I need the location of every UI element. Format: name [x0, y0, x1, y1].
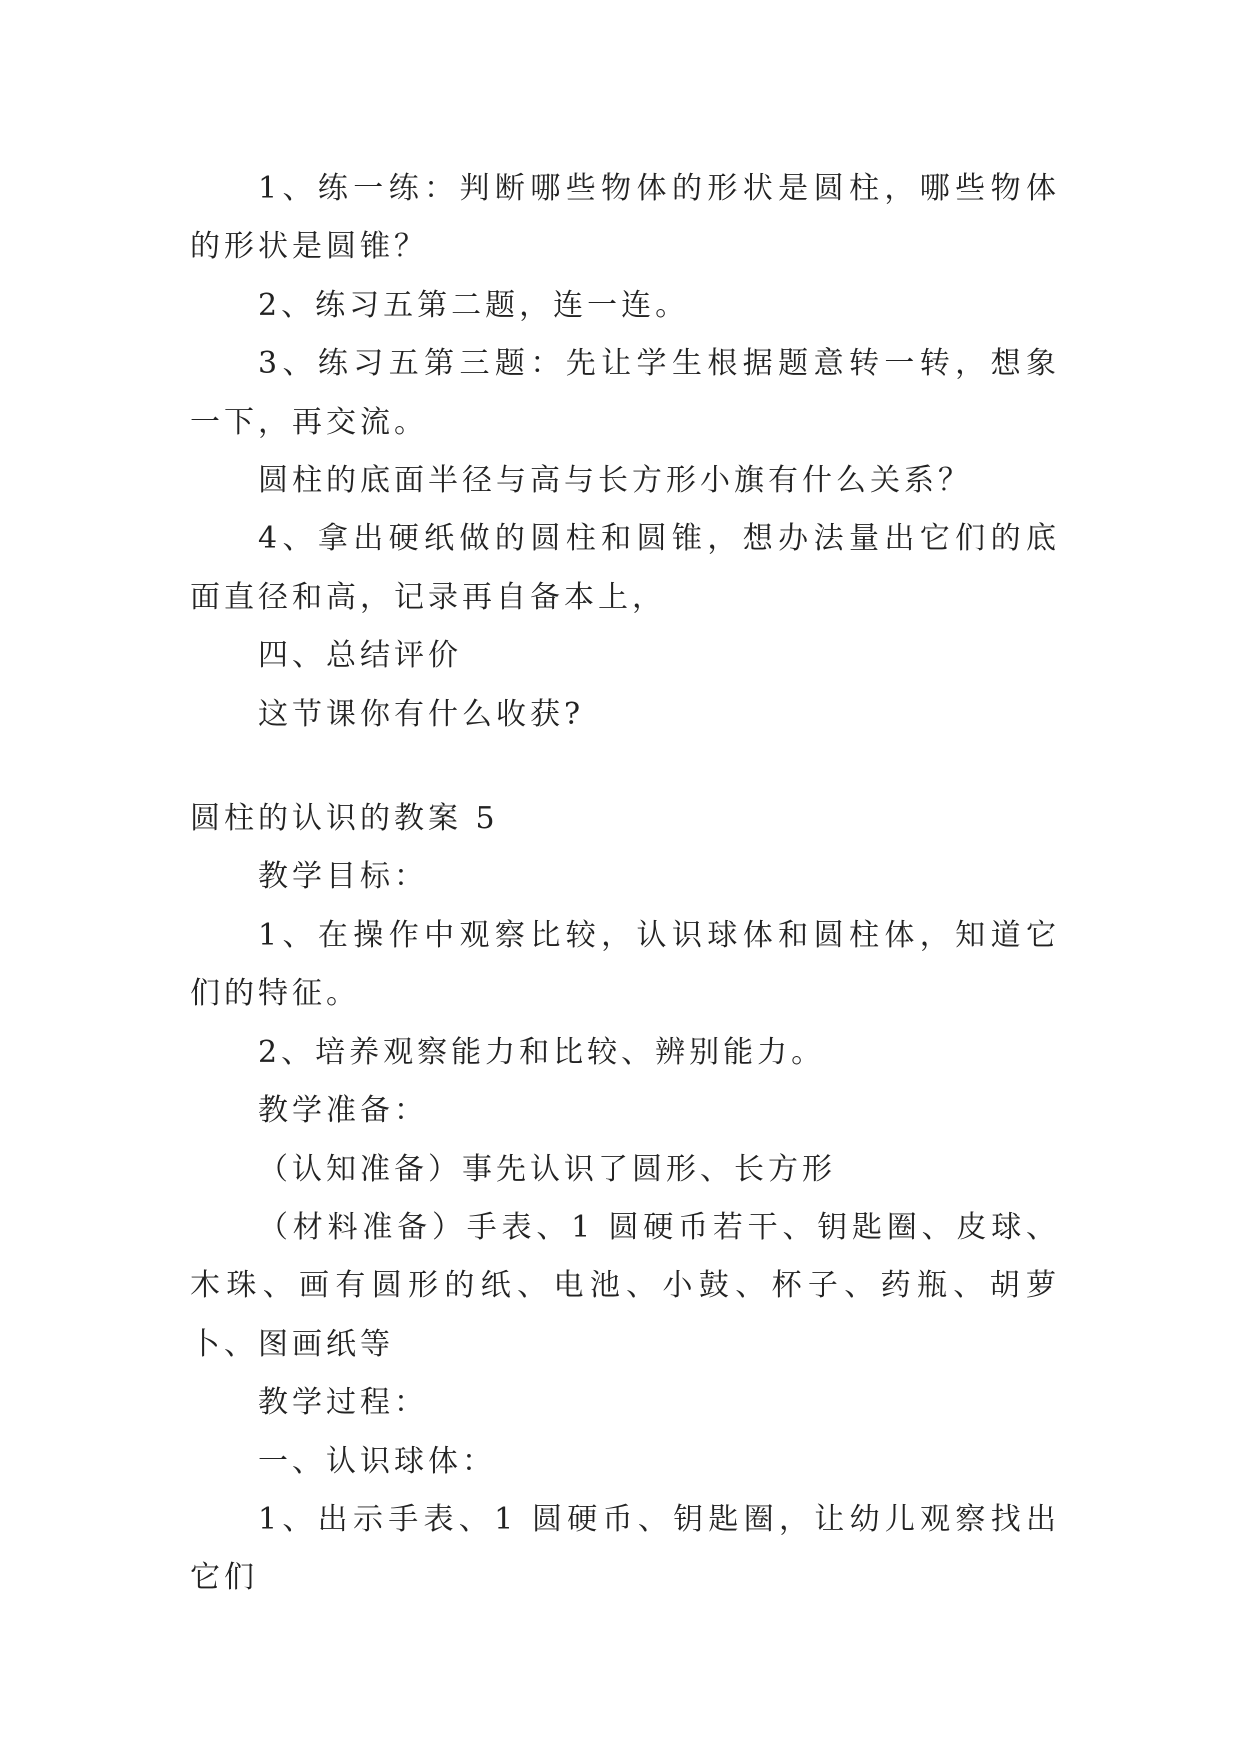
paragraph: 2、练习五第二题，连一连。	[258, 287, 690, 323]
paragraph: 1、在操作中观察比较，认识球体和圆柱体，知道它们的特征。	[190, 917, 1060, 1012]
document-page	[190, 160, 1060, 1608]
paragraph: 教学过程：	[258, 1385, 428, 1421]
paragraph: 2、培养观察能力和比较、辨别能力。	[258, 1034, 826, 1070]
paragraph: 这节课你有什么收获?	[258, 696, 585, 732]
paragraph: 3、练习五第三题：先让学生根据题意转一转，想象一下，再交流。	[190, 346, 1060, 440]
section-title: 圆柱的认识的教案 5	[190, 801, 499, 837]
paragraph: 教学准备：	[258, 1093, 428, 1129]
paragraph: 1、出示手表、1 圆硬币、钥匙圈，让幼儿观察找出它们	[190, 1501, 1060, 1596]
paragraph: 圆柱的底面半径与高与长方形小旗有什么关系？	[258, 463, 972, 499]
paragraph: 1、练一练：判断哪些物体的形状是圆柱，哪些物体的形状是圆锥？	[190, 171, 1060, 265]
paragraph: 一、认识球体：	[258, 1443, 496, 1479]
paragraph: （认知准备）事先认识了圆形、长方形	[258, 1151, 836, 1187]
paragraph: 4、拿出硬纸做的圆柱和圆锥，想办法量出它们的底面直径和高，记录再自备本上，	[190, 521, 1060, 615]
paragraph: 四、总结评价	[258, 638, 462, 674]
paragraph: （材料准备）手表、1 圆硬币若干、钥匙圈、皮球、木珠、画有圆形的纸、电池、小鼓、杯子、药瓶、胡萝卜、图画纸等	[190, 1209, 1060, 1362]
paragraph: 教学目标：	[258, 859, 428, 895]
